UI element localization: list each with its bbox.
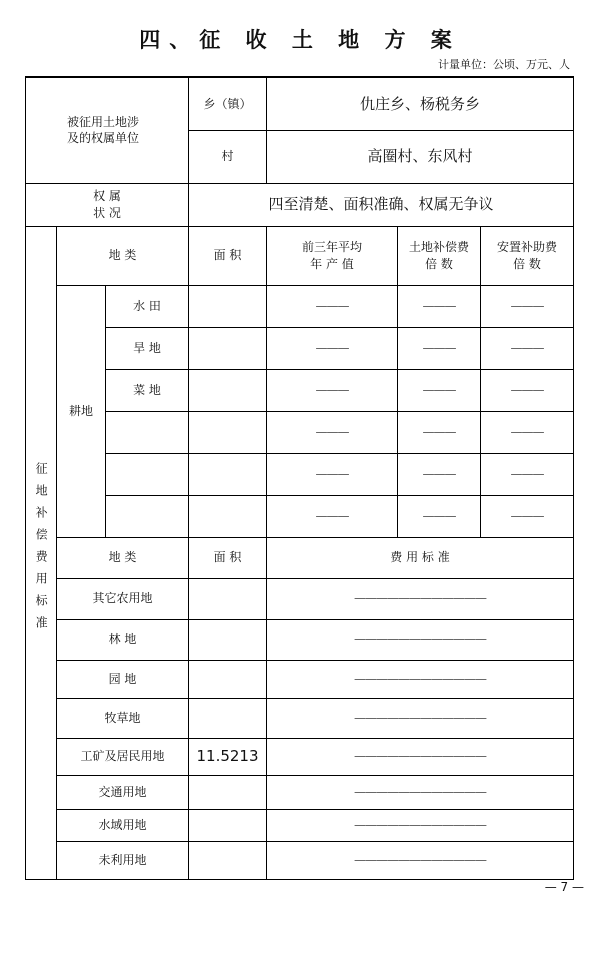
cultivated-land-comp: ——— bbox=[398, 285, 481, 327]
cultivated-resettle: ——— bbox=[481, 495, 574, 537]
other-land-area: 11.5213 bbox=[189, 738, 267, 775]
cultivated-resettle: ——— bbox=[481, 411, 574, 453]
cultivated-name: 菜 地 bbox=[106, 369, 189, 411]
other-land-row bbox=[26, 660, 574, 698]
ownership-row bbox=[26, 183, 574, 226]
other-land-area bbox=[189, 841, 267, 879]
other-land-name: 林 地 bbox=[57, 619, 189, 660]
cultivated-avg: ——— bbox=[267, 411, 398, 453]
cultivated-land-comp: ——— bbox=[398, 327, 481, 369]
other-land-row bbox=[26, 578, 574, 619]
cultivated-name: 水 田 bbox=[106, 285, 189, 327]
ownership-label: 权 属 状 况 bbox=[26, 183, 189, 226]
h2-land-type: 地 类 bbox=[57, 537, 189, 578]
other-land-row bbox=[26, 809, 574, 841]
other-land-name: 园 地 bbox=[57, 660, 189, 698]
cultivated-row bbox=[26, 369, 574, 411]
cultivated-resettle: ——— bbox=[481, 453, 574, 495]
cultivated-area bbox=[189, 495, 267, 537]
cultivated-label: 耕地 bbox=[57, 285, 106, 537]
owner-label: 被征用土地涉及的权属单位 bbox=[26, 77, 189, 183]
other-land-area bbox=[189, 809, 267, 841]
cultivated-resettle: ——— bbox=[481, 285, 574, 327]
cultivated-avg: ——— bbox=[267, 327, 398, 369]
other-land-fee: ———————————— bbox=[267, 738, 574, 775]
cultivated-area bbox=[189, 285, 267, 327]
cultivated-land-comp: ——— bbox=[398, 453, 481, 495]
other-land-fee: ———————————— bbox=[267, 841, 574, 879]
other-land-name: 工矿及居民用地 bbox=[57, 738, 189, 775]
other-land-name: 交通用地 bbox=[57, 775, 189, 809]
township-value: 仇庄乡、杨税务乡 bbox=[267, 77, 574, 130]
cultivated-avg: ——— bbox=[267, 285, 398, 327]
section-label: 征地补偿费用标准 bbox=[26, 226, 57, 879]
h2-fee-standard: 费 用 标 准 bbox=[267, 537, 574, 578]
land-acquisition-table bbox=[25, 76, 574, 880]
other-land-fee: ———————————— bbox=[267, 619, 574, 660]
other-land-fee: ———————————— bbox=[267, 775, 574, 809]
other-land-row bbox=[26, 738, 574, 775]
h1-land-comp: 土地补偿费 倍 数 bbox=[398, 226, 481, 285]
other-land-fee: ———————————— bbox=[267, 578, 574, 619]
cultivated-name: 旱 地 bbox=[106, 327, 189, 369]
owner-township-row bbox=[26, 77, 574, 130]
cultivated-resettle: ——— bbox=[481, 327, 574, 369]
cultivated-land-comp: ——— bbox=[398, 495, 481, 537]
other-land-row bbox=[26, 841, 574, 879]
cultivated-area bbox=[189, 453, 267, 495]
unit-note: 计量单位：公顷、万元、人 bbox=[438, 58, 570, 71]
other-land-area bbox=[189, 578, 267, 619]
other-land-fee: ———————————— bbox=[267, 660, 574, 698]
cultivated-row bbox=[26, 285, 574, 327]
h1-land-type: 地 类 bbox=[57, 226, 189, 285]
cultivated-avg: ——— bbox=[267, 369, 398, 411]
cultivated-row bbox=[26, 411, 574, 453]
other-land-row bbox=[26, 698, 574, 738]
h1-area: 面 积 bbox=[189, 226, 267, 285]
cultivated-name bbox=[106, 495, 189, 537]
cultivated-avg: ——— bbox=[267, 495, 398, 537]
cultivated-row bbox=[26, 495, 574, 537]
cultivated-resettle: ——— bbox=[481, 369, 574, 411]
village-label: 村 bbox=[189, 130, 267, 183]
h1-resettle: 安置补助费 倍 数 bbox=[481, 226, 574, 285]
ownership-value: 四至清楚、面积准确、权属无争议 bbox=[189, 183, 574, 226]
other-land-fee: ———————————— bbox=[267, 809, 574, 841]
other-land-area bbox=[189, 775, 267, 809]
other-land-name: 其它农用地 bbox=[57, 578, 189, 619]
cultivated-area bbox=[189, 327, 267, 369]
other-land-fee: ———————————— bbox=[267, 698, 574, 738]
other-land-name: 水域用地 bbox=[57, 809, 189, 841]
township-label: 乡（镇） bbox=[189, 77, 267, 130]
cultivated-avg: ——— bbox=[267, 453, 398, 495]
cultivated-area bbox=[189, 411, 267, 453]
cultivated-row bbox=[26, 327, 574, 369]
other-land-row bbox=[26, 619, 574, 660]
cultivated-name bbox=[106, 453, 189, 495]
page-title: 四、征 收 土 地 方 案 bbox=[139, 27, 461, 52]
header-row-2 bbox=[26, 537, 574, 578]
cultivated-row bbox=[26, 453, 574, 495]
page-number: — 7 — bbox=[544, 880, 584, 894]
village-value: 高圈村、东风村 bbox=[267, 130, 574, 183]
header-row-1 bbox=[26, 226, 574, 285]
other-land-area bbox=[189, 698, 267, 738]
h2-area: 面 积 bbox=[189, 537, 267, 578]
cultivated-land-comp: ——— bbox=[398, 411, 481, 453]
cultivated-land-comp: ——— bbox=[398, 369, 481, 411]
other-land-name: 未利用地 bbox=[57, 841, 189, 879]
other-land-area bbox=[189, 660, 267, 698]
h1-avg-output: 前三年平均 年 产 值 bbox=[267, 226, 398, 285]
other-land-name: 牧草地 bbox=[57, 698, 189, 738]
cultivated-area bbox=[189, 369, 267, 411]
cultivated-name bbox=[106, 411, 189, 453]
other-land-area bbox=[189, 619, 267, 660]
other-land-row bbox=[26, 775, 574, 809]
